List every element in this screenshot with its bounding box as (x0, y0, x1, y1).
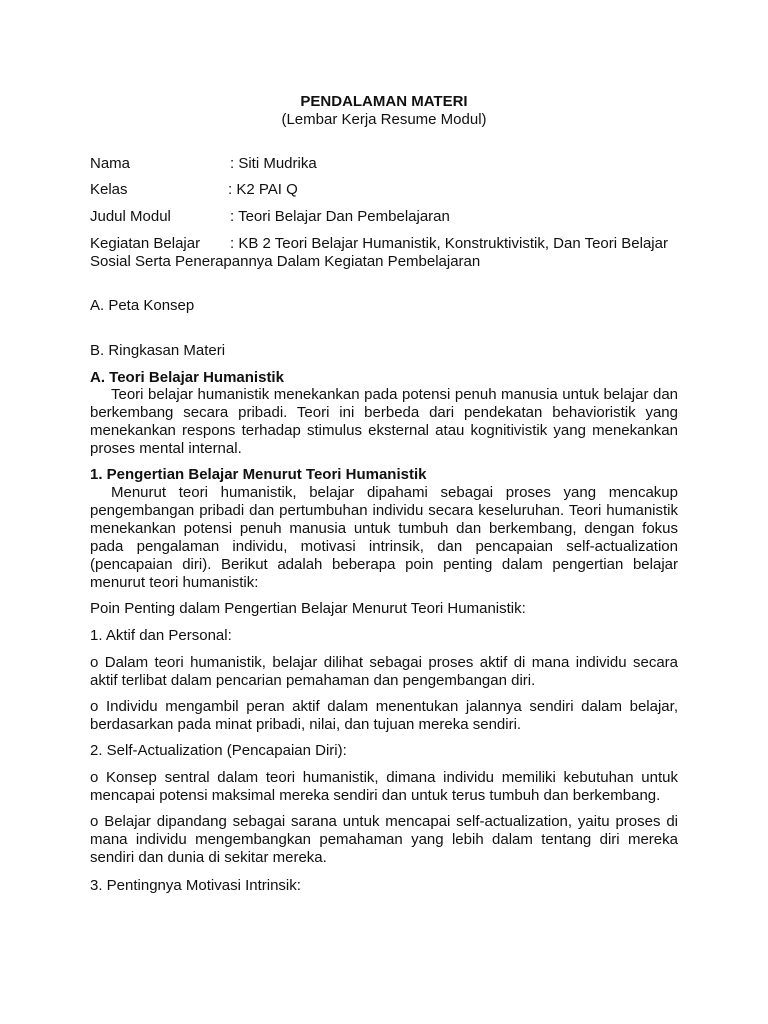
paragraph-pengertian-belajar: Menurut teori humanistik, belajar dipahami sebagai proses yang mencakup pengembangan pribadi dan pertumbuhan individu secara keseluruhan. Teori humanistik menekankan potensi penuh manusia untuk tumbuh dan berkembang, dengan fokus pada pengalaman individu, motivasi intrinsik, dan pencapaian self-actualization (pencapaian diri). Berikut adalah beberapa poin penting dalam pengertian belajar menurut teori humanistik: (90, 484, 678, 591)
sub-item: o Individu mengambil peran aktif dalam menentukan jalannya sendiri dalam belajar, berdasarkan pada minat pribadi, nilai, dan tujuan mereka sendiri. (90, 698, 678, 733)
list-item-aktif-personal: 1. Aktif dan Personal: (90, 627, 232, 644)
meta-value: : K2 PAI Q (228, 181, 298, 198)
heading-teori-humanistik: A. Teori Belajar Humanistik (90, 369, 284, 386)
list-item-motivasi-intrinsik: 3. Pentingnya Motivasi Intrinsik: (90, 877, 301, 894)
meta-label: Kelas (90, 181, 128, 198)
sub-item: o Dalam teori humanistik, belajar dilihat sebagai proses aktif di mana individu secara aktif terlibat dalam pencarian pemahaman dan pengembangan diri. (90, 654, 678, 689)
poin-penting-heading: Poin Penting dalam Pengertian Belajar Menurut Teori Humanistik: (90, 600, 526, 617)
meta-value: : KB 2 Teori Belajar Humanistik, Konstruktivistik, Dan Teori Belajar (230, 235, 668, 252)
meta-value: : Siti Mudrika (230, 155, 317, 172)
meta-value-continuation: Sosial Serta Penerapannya Dalam Kegiatan Pembelajaran (90, 253, 481, 270)
section-peta-konsep: A. Peta Konsep (90, 297, 195, 314)
section-ringkasan-materi: B. Ringkasan Materi (90, 342, 226, 359)
meta-label: Judul Modul (90, 208, 171, 225)
meta-value: : Teori Belajar Dan Pembelajaran (230, 208, 450, 225)
sub-item: o Belajar dipandang sebagai sarana untuk mencapai self-actualization, yaitu proses di mana individu mengembangkan pemahaman yang lebih dalam tentang diri mereka sendiri dan dunia di sekitar mereka. (90, 813, 678, 866)
paragraph-teori-humanistik: Teori belajar humanistik menekankan pada potensi penuh manusia untuk belajar dan berkembang secara pribadi. Teori ini berbeda dari pendekatan behavioristik yang menekankan respons terhadap stimulus eksternal atau kognitivistik yang menekankan proses mental internal. (90, 386, 678, 457)
sub-item: o Konsep sentral dalam teori humanistik, dimana individu memiliki kebutuhan untuk mencapai potensi maksimal mereka sendiri dan untuk terus tumbuh dan berkembang. (90, 769, 678, 804)
document-title: PENDALAMAN MATERI (300, 93, 468, 110)
meta-label: Nama (90, 155, 131, 172)
list-item-self-actualization: 2. Self-Actualization (Pencapaian Diri): (90, 742, 347, 759)
heading-pengertian-belajar: 1. Pengertian Belajar Menurut Teori Humanistik (90, 466, 427, 483)
document-subtitle: (Lembar Kerja Resume Modul) (281, 111, 487, 128)
meta-label: Kegiatan Belajar (90, 235, 201, 252)
